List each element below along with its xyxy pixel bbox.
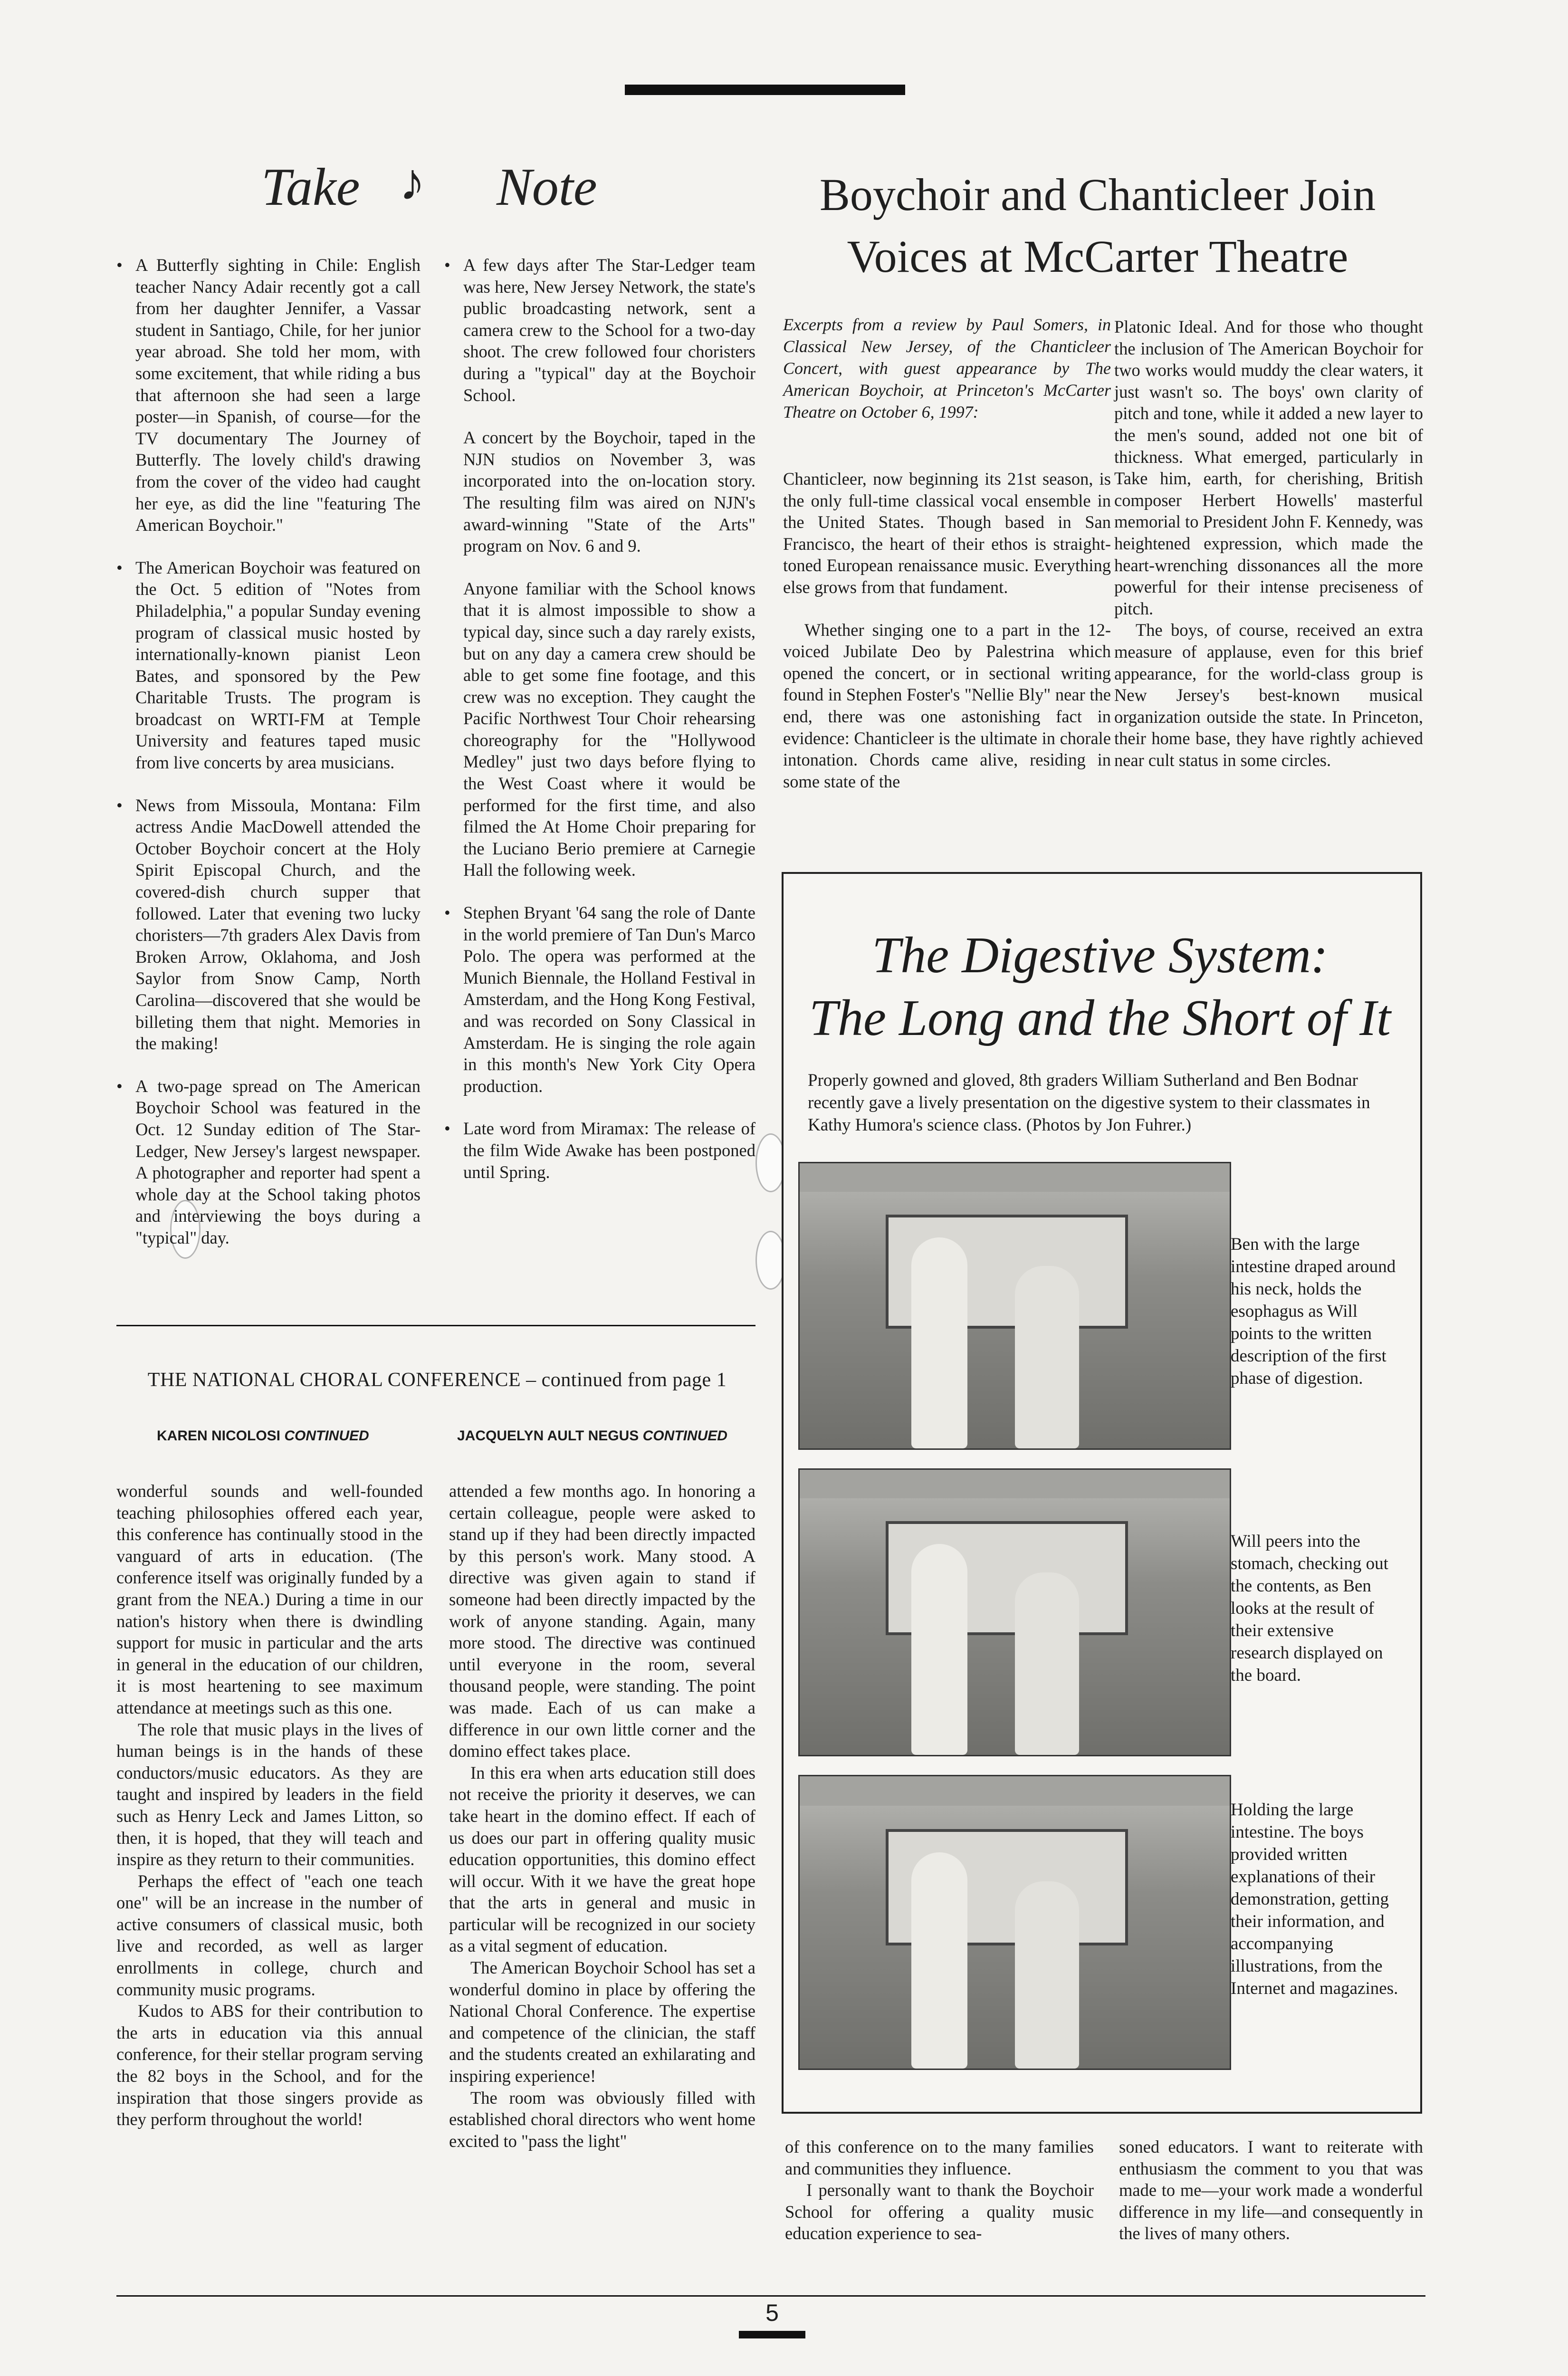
news-item: • Stephen Bryant '64 sang the role of Dante in the world premiere of Tan Dun's Marco Polo. The opera was performed at the Munich Biennale, the Holland Festival in Amsterdam, and the Hong Kong Festival, and was recorded on Sony Classical in Amsterdam. He is singing the role again in this month's New York City Opera production. <box>444 903 755 1096</box>
footer-rule <box>116 2295 1425 2297</box>
paragraph: The American Boychoir School has set a wonderful domino in place by offering the National Choral Conference. The expertise and competence of the clinician, the staff and the students created an exhilarating and inspiring experience! <box>449 1958 755 2086</box>
conference-column-3 <box>785 2136 1094 2244</box>
paragraph: Platonic Ideal. And for those who thought the inclusion of The American Boychoir for two works would muddy the clear waters, it just wasn't so. The boys' own clarity of pitch and tone, while it added a new layer to the men's sound, added not one bit of thickness. What emerged, particularly in Take him, earth, for cherishing, British composer Herbert Howells' masterful memorial to President John F. Kennedy, was heightened expression, which made the heart-wrenching dissonances all the more powerful for their intense preciseness of pitch. <box>1114 317 1423 618</box>
take-note-column-2 <box>444 254 755 1204</box>
paragraph: Whether singing one to a part in the 12-voiced Jubilate Deo by Palestrina which opened the concert, or in sectional writing found in Stephen Foster's "Nellie Bly" near the end, there was one astonishing fact in evidence: Chanticleer is the ultimate in chorale intonation. Chords came alive, residing in some state of the <box>783 620 1111 791</box>
classroom-photo-1 <box>798 1162 1231 1450</box>
paragraph: attended a few months ago. In honoring a certain colleague, people were asked to stand up if they had been directly impacted by this person's work. Many stood. A directive was given again to stand if someone had been directly impacted by the work of anyone standing. Again, many more stood. The directive was continued until everyone in the room, several thousand people, were standing. The point was made. Each of us can make a difference in our own little corner and the domino effect takes place. <box>449 1481 755 1761</box>
classroom-photo-2 <box>798 1468 1231 1756</box>
jacquelyn-negus-subheading: JACQUELYN AULT NEGUS CONTINUED <box>457 1428 727 1444</box>
top-rule <box>625 85 905 95</box>
photo-caption-1: Ben with the large intestine draped around his neck, holds the esophagus as Will points to the written description of the first phase of digestion. <box>1231 1235 1396 1388</box>
headline-line: The Long and the Short of It <box>809 990 1391 1046</box>
conference-column-1 <box>116 1480 423 2130</box>
page-number: 5 <box>765 2299 779 2326</box>
title-word-note: Note <box>497 158 597 217</box>
news-item: • The American Boychoir was featured on the Oct. 5 edition of "Notes from Philadelphia," a popular Sunday evening program of classical music hosted by internationally-known pianist Leon Bates, and sponsored by the Pew Charitable Trusts. The program is broadcast on WRTI-FM at Temple University and features taped music from live concerts by area musicians. <box>116 557 421 773</box>
news-item: • Late word from Miramax: The release of the film Wide Awake has been postponed until Spring. <box>444 1119 755 1182</box>
digestive-headline <box>784 924 1416 1050</box>
review-excerpt-note: Excerpts from a review by Paul Somers, in Classical New Jersey, of the Chanticleer Concert, with guest appearance by The American Boychoir, at Princeton's McCarter Theatre on October 6, 1997: <box>783 315 1111 422</box>
conference-column-4 <box>1119 2136 1423 2244</box>
paragraph: The boys, of course, received an extra measure of applause, even for this brief appearance, for the world-class group is New Jersey's best-known musical organization outside the state. In Princeton, their home base, they have rightly achieved near cult status in some circles. <box>1114 620 1423 770</box>
bottom-rule <box>739 2331 805 2338</box>
review-column-1 <box>783 468 1111 792</box>
news-item-continued: Anyone familiar with the School knows that it is almost impossible to show a typical day, since such a day rarely exists, but on any day a camera crew should be able to get some fine footage, and this crew was no exception. They caught the Pacific Northwest Tour Choir rehearsing choreography for the "Hollywood Medley" just two days before flying to the West Coast where it would be performed for the first time, and also filmed the At Home Choir preparing for the Luciano Berio premiere at Carnegie Hall the following week. <box>463 578 755 880</box>
classroom-photo-3 <box>798 1775 1231 2070</box>
headline-line: The Digestive System: <box>872 927 1328 984</box>
boychoir-headline: Boychoir and Chanticleer Join Voices at McCarter Theatre <box>819 169 1376 282</box>
paragraph: soned educators. I want to reiterate with enthusiasm the comment to you that was made to me—your work made a wonderful difference in my life—and consequently in the lives of many others. <box>1119 2137 1423 2243</box>
paragraph: Perhaps the effect of "each one teach one" will be an increase in the number of active consumers of classical music, both live and recorded, as well as larger enrollments in college, church and community music programs. <box>116 1871 423 1999</box>
news-item: • A Butterfly sighting in Chile: English teacher Nancy Adair recently got a call from her daughter Jennifer, a Vassar student in Santiago, Chile, for her junior year abroad. She told her mom, with some excitement, that while riding a bus that afternoon she had seen a large poster—in Spanish, of course—for the TV documentary The Journey of Butterfly. The lovely child's drawing from the cover of the video had caught her eye, as did the line "featuring The American Boychoir." <box>116 255 421 535</box>
paragraph: Kudos to ABS for their contribution to the arts in education via this annual conference, for their stellar program serving the 82 boys in the School, and for the inspiration that those singers provide as they perform throughout the world! <box>116 2001 423 2129</box>
news-item: • News from Missoula, Montana: Film actress Andie MacDowell attended the October Boychoir concert at the Holy Spirit Episcopal Church, and the covered-dish church supper that followed. Later that evening two lucky choristers—7th graders Alex Davis from Broken Arrow, Oklahoma, and Josh Saylor from Snow Camp, North Carolina—discovered that she would be billeting them that night. Memories in the making! <box>116 795 421 1054</box>
paragraph: of this conference on to the many families and communities they influence. <box>785 2137 1094 2178</box>
photo-caption-3: Holding the large intestine. The boys provided written explanations of their demonstration, getting their information, and accompanying illustrations, from the Internet and magazines. <box>1231 1800 1398 1998</box>
paragraph: The room was obviously filled with established choral directors who went home excited to "pass the light" <box>449 2088 755 2151</box>
paragraph: Chanticleer, now beginning its 21st season, is the only full-time classical vocal ensemble in the United States. Though based in San Francisco, the heart of their ethos is straight-toned European renaissance music. Everything else grows from that fundament. <box>783 469 1111 597</box>
digestive-intro-caption: Properly gowned and gloved, 8th graders William Sutherland and Ben Bodnar recently gave a lively presentation on the digestive system to their classmates in Kathy Humora's science class. (Photos by Jon Fuhrer.) <box>808 1071 1370 1135</box>
news-item: • A few days after The Star-Ledger team was here, New Jersey Network, the state's public broadcasting network, sent a camera crew to the School for a two-day shoot. The crew followed four choristers during a "typical" day at the Boychoir School. <box>444 255 755 405</box>
paragraph: I personally want to thank the Boychoir School for offering a quality music education experience to sea- <box>785 2180 1094 2243</box>
paragraph: wonderful sounds and well-founded teaching philosophies offered each year, this conference has continually stood in the vanguard of arts in education. (The conference itself was originally funded by a grant from the NEA.) During a time in our nation's history when there is dwindling support for music in particular and the arts in general in the education of our children, it is most heartening to see maximum attendance at meetings such as this one. <box>116 1481 423 1717</box>
music-note-icon: ♪ <box>399 153 425 211</box>
news-item-continued: A concert by the Boychoir, taped in the NJN studios on November 3, was incorporated into the on-location story. The resulting film was aired on NJN's award-winning "State of the Arts" program on Nov. 6 and 9. <box>463 428 755 556</box>
review-column-2 <box>1114 316 1423 771</box>
karen-nicolosi-subheading: KAREN NICOLOSI CONTINUED <box>157 1428 369 1444</box>
title-word-take: Take <box>261 158 360 217</box>
conference-column-2 <box>449 1480 755 2152</box>
conference-heading: THE NATIONAL CHORAL CONFERENCE – continued from page 1 <box>147 1369 727 1391</box>
section-divider <box>116 1325 755 1326</box>
news-item: • A two-page spread on The American Boychoir School was featured in the Oct. 12 Sunday edition of The Star-Ledger, New Jersey's largest newspaper. A photographer and reporter had spent a whole day at the School taking photos and interviewing the boys during a "typical" day. <box>116 1076 421 1247</box>
take-note-column-1 <box>116 254 421 1270</box>
paragraph: In this era when arts education still does not receive the priority it deserves, we can take heart in the domino effect. If each of us does our part in offering quality music education opportunities, this domino effect will occur. With it we have the great hope that the arts in general and music in particular will be recognized in our society as a vital segment of education. <box>449 1763 755 1956</box>
paragraph: The role that music plays in the lives of human beings is in the hands of these conductors/music educators. As they are taught and inspired by leaders in the field such as Henry Leck and James Litton, so then, it is hoped, that they will teach and inspire as they return to their communities. <box>116 1719 423 1869</box>
photo-caption-2: Will peers into the stomach, checking out the contents, as Ben looks at the result of their extensive research displayed on the board. <box>1231 1532 1388 1685</box>
